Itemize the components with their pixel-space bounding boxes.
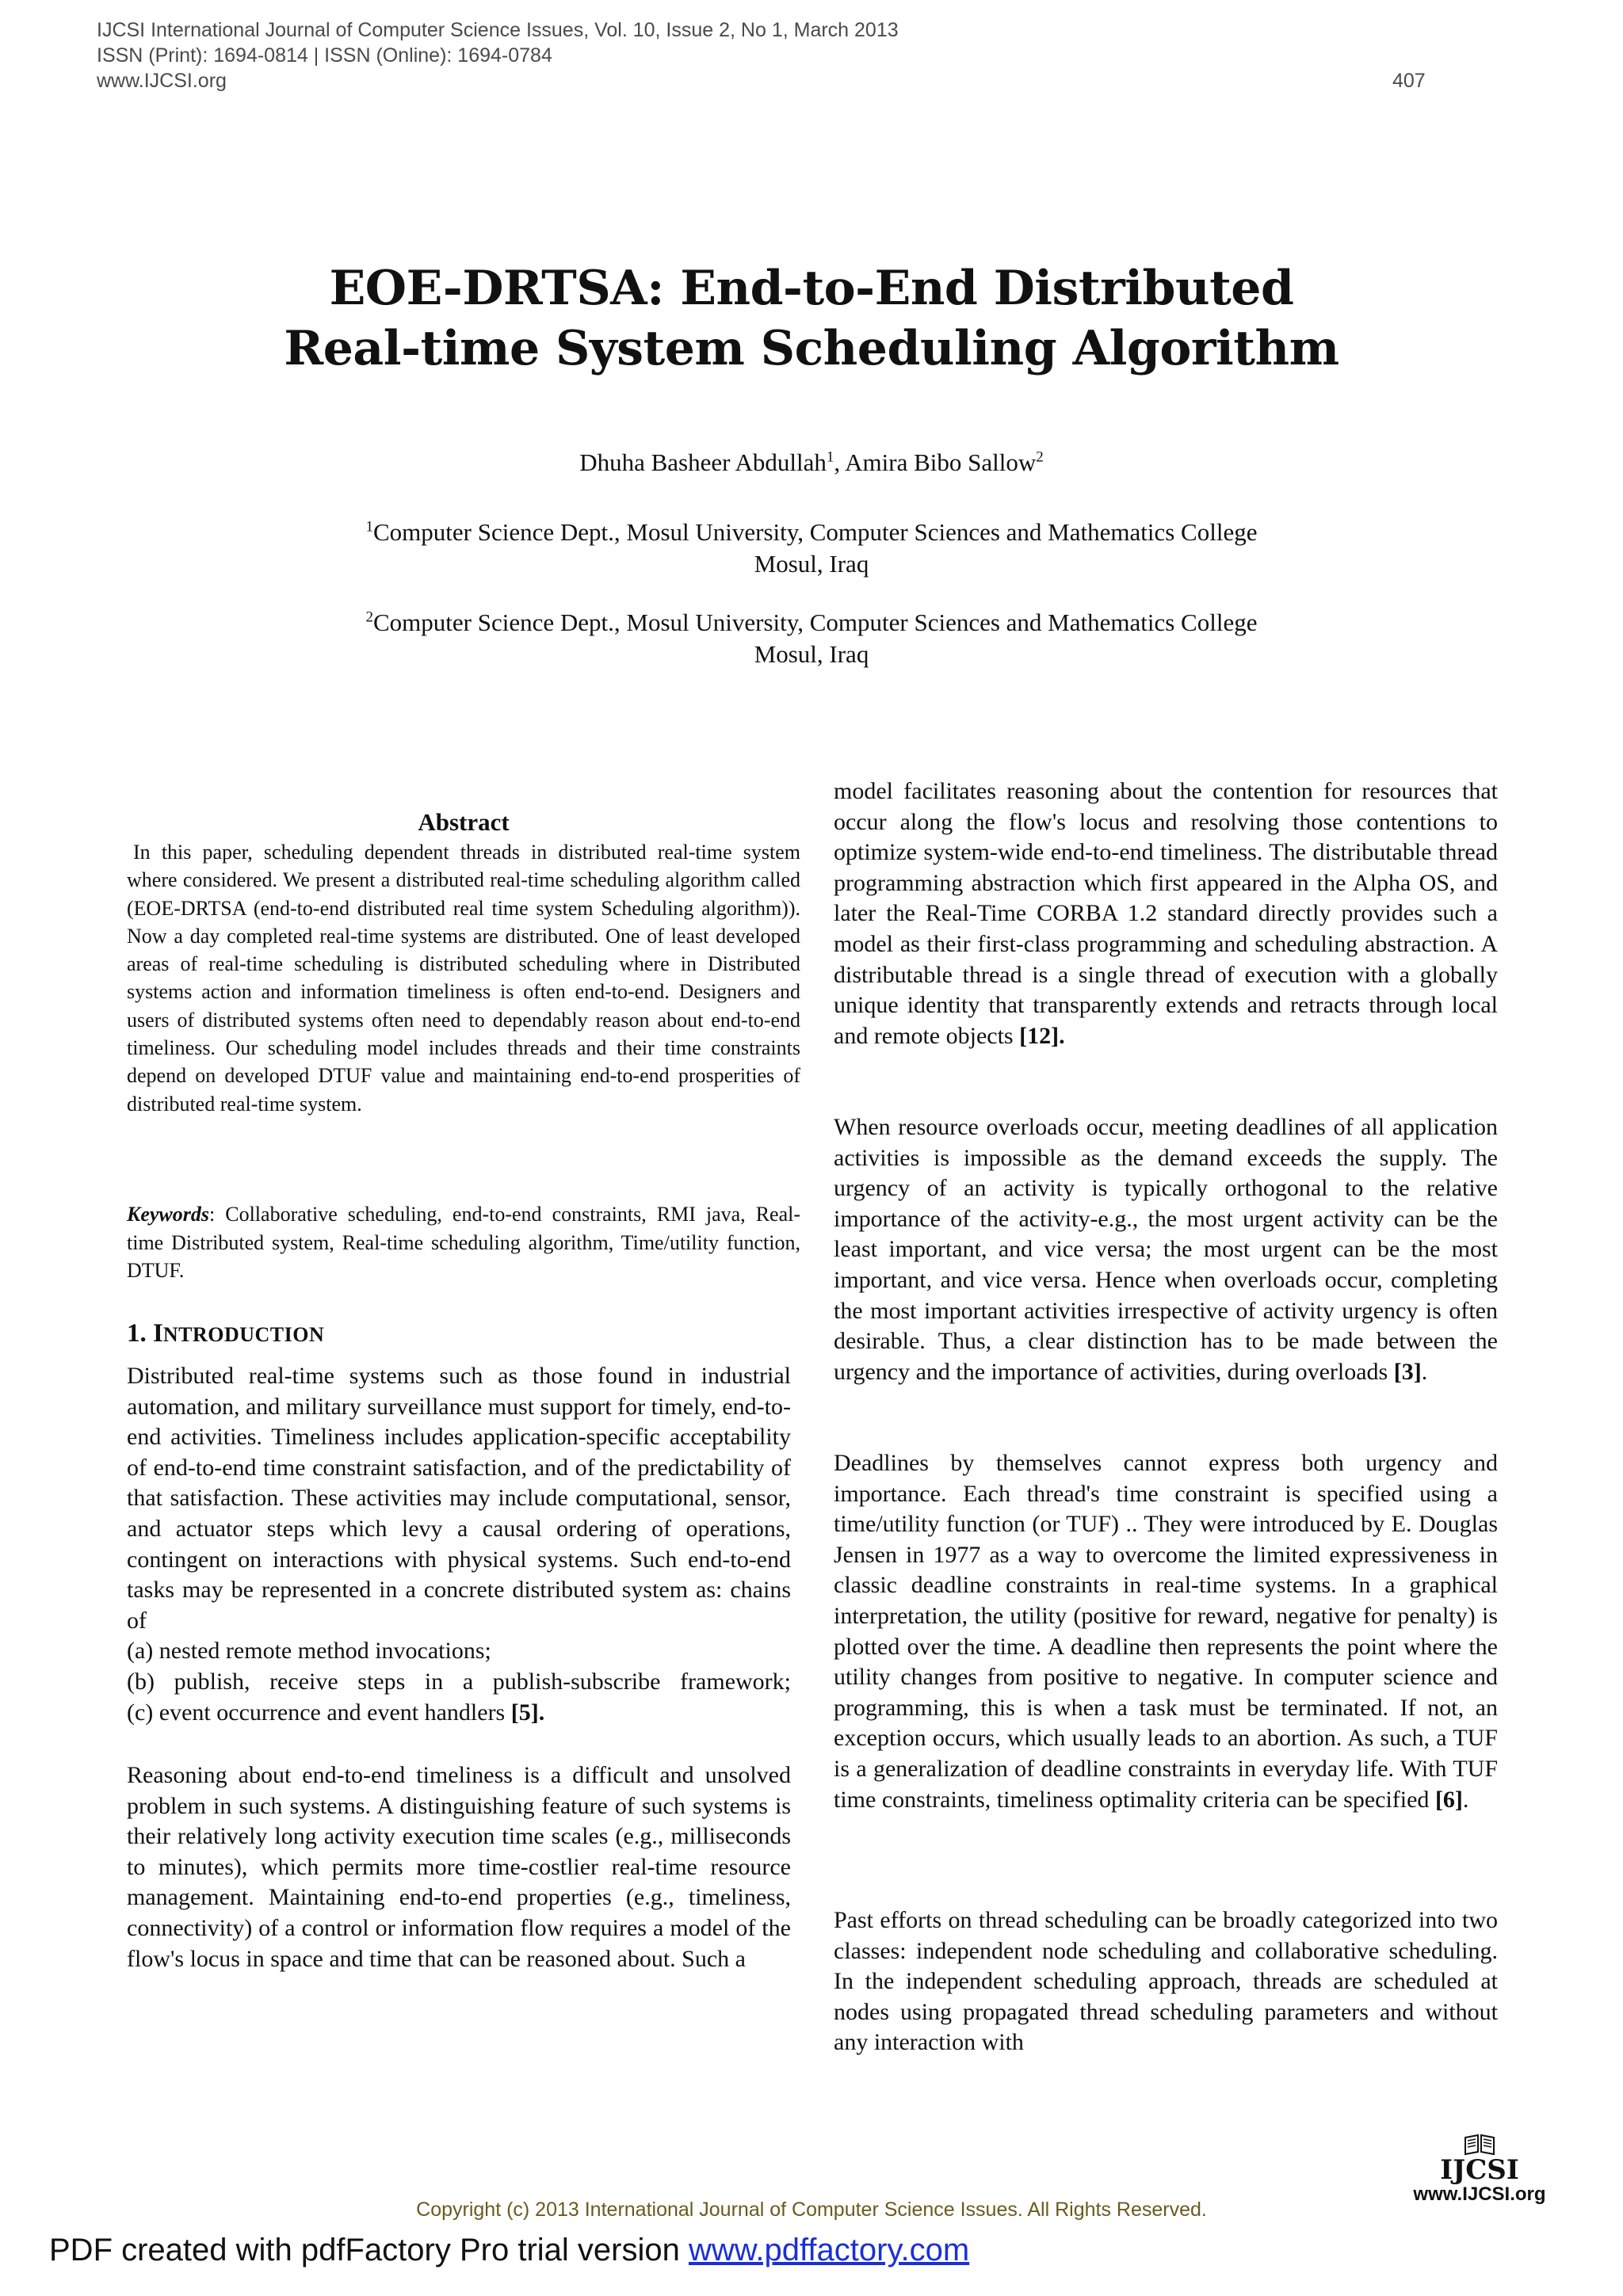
affiliation-1-dept: Computer Science Dept., Mosul University, Computer Sciences and Mathematics College [373, 518, 1258, 546]
right-paragraph-1 [834, 776, 1498, 1051]
intro-paragraph-1 [127, 1361, 791, 1728]
title-line-2: Real-time System Scheduling Algorithm [284, 321, 1339, 376]
paper-title [0, 258, 1623, 379]
pdffactory-link[interactable]: www.pdffactory.com [688, 2233, 970, 2267]
journal-logo [1396, 2133, 1563, 2206]
author-separator: , [834, 448, 846, 476]
title-line-1: EOE-DRTSA: End-to-End Distributed [329, 261, 1294, 316]
author-1-affiliation-mark: 1 [826, 448, 834, 466]
section-number: 1. I [127, 1319, 163, 1348]
logo-website-link[interactable]: www.IJCSI.org [1413, 2183, 1546, 2205]
list-item-b: (b) publish, receive steps in a publish-subscribe framework; [127, 1668, 791, 1695]
pdf-watermark [49, 2233, 969, 2268]
affiliation-1-city: Mosul, Iraq [754, 550, 869, 578]
book-icon [1462, 2133, 1497, 2157]
author-2: Amira Bibo Sallow [845, 448, 1037, 476]
abstract-text: In this paper, scheduling dependent threads in distributed real-time system where considered. We present a distributed real-time scheduling algorithm called (EOE-DRTSA (end-to-end distributed real time system Scheduling algorithm)). Now a day completed real-time systems are distributed. One of least developed areas of real-time scheduling is distributed scheduling where in Distributed systems action and information timeliness is often end-to-end. Designers and users of distributed systems often need to dependably reason about end-to-end timeliness. Our scheduling model includes threads and their time constraints depend on developed DTUF value and maintaining end-to-end prosperities of distributed real-time system. [127, 841, 800, 1116]
list-item-c [127, 1698, 791, 1729]
running-header [97, 17, 1444, 93]
abstract-heading: Abstract [418, 808, 510, 836]
affiliation-1-mark: 1 [365, 518, 373, 536]
author-1: Dhuha Basheer Abdullah [579, 448, 827, 476]
keywords-label: Keywords [127, 1203, 209, 1226]
logo-name: IJCSI [1440, 2154, 1519, 2186]
affiliation-1 [0, 517, 1623, 580]
section-title: NTRODUCTION [162, 1323, 325, 1346]
author-list [0, 448, 1623, 477]
right-paragraph-2-text: When resource overloads occur, meeting deadlines of all application activities is impossible as the demand exceeds the supply. The urgency of an activity is typically orthogonal to the relative importance of the activity-e.g., the most urgent activity can be the least important, and vice versa; the most urgent can be the most important, and vice versa. Hence when overloads occur, completing the most important activities irrespective of activity urgency is often desirable. Thus, a clear distinction has to be made between the urgency and the importance of activities, during overloads [834, 1114, 1498, 1385]
list-item-a: (a) nested remote method invocations; [127, 1638, 491, 1665]
right-paragraph-1-text: model facilitates reasoning about the contention for resources that occur along the flow's locus and resolving those contentions to optimize system-wide end-to-end timeliness. The distributable thread programming abstraction which first appeared in the Alpha OS, and later the Real-Time CORBA 1.2 standard directly provides such a model as their first-class programming and scheduling abstraction. A distributable thread is a single thread of execution with a globally unique identity that transparently extends and retracts through local and remote objects [834, 778, 1498, 1049]
citation-3: [3] [1393, 1358, 1422, 1385]
right-paragraph-3-text: Deadlines by themselves cannot express both urgency and importance. Each thread's time constraint is specified using a time/utility function (or TUF) .. They were introduced by E. Douglas Jensen in 1977 as a way to overcome the limited expressiveness in classic deadline constraints in real-time systems. In a graphical interpretation, the utility (positive for reward, negative for penalty) is plotted over the time. A deadline then represents the point where the utility changes from positive to negative. In computer science and programming, this is when a task must be terminated. If not, an exception occurs, which usually leads to an abortion. As such, a TUF is a generalization of deadline constraints in everyday life. With TUF time constraints, timeliness optimality criteria can be specified [834, 1450, 1498, 1813]
affiliation-2-city: Mosul, Iraq [754, 640, 869, 668]
right-paragraph-3-end: . [1462, 1786, 1469, 1813]
journal-name: IJCSI International Journal of Computer Science Issues, Vol. 10, Issue 2, No 1, March 2013 [97, 19, 899, 41]
affiliation-2-dept: Computer Science Dept., Mosul University, Computer Sciences and Mathematics College [373, 608, 1258, 636]
intro-paragraph-2: Reasoning about end-to-end timeliness is a difficult and unsolved problem in such systems. A distinguishing feature of such systems is their relatively long activity execution time scales (e.g., milliseconds to minutes), which permits more time-costlier real-time resource management. Maintaining end-to-end properties (e.g., timeliness, connectivity) of a control or information flow requires a model of the flow's locus in space and time that can be reasoned about. Such a [127, 1762, 791, 1972]
affiliation-2-mark: 2 [365, 608, 373, 626]
author-2-affiliation-mark: 2 [1036, 448, 1044, 466]
copyright-notice: Copyright (c) 2013 International Journal of Computer Science Issues. All Rights Reserved. [416, 2199, 1207, 2221]
citation-5: [5]. [510, 1699, 545, 1726]
intro-paragraph-1-text: Distributed real-time systems such as those found in industrial automation, and military surveillance must support for timely, end-to-end activities. Timeliness includes application-specific acceptability of end-to-end time constraint satisfaction, and of the predictability of that satisfaction. These activities may include computational, sensor, and actuator steps which levy a causal ordering of operations, contingent on interactions with physical systems. Such end-to-end tasks may be represented in a concrete distributed system as: chains of [127, 1363, 791, 1634]
citation-6: [6] [1434, 1786, 1463, 1813]
pdf-watermark-text: PDF created with pdfFactory Pro trial version [49, 2233, 689, 2267]
keywords-text: : Collaborative scheduling, end-to-end constraints, RMI java, Real-time Distributed system, Real-time scheduling algorithm, Time/utility function, DTUF. [127, 1203, 800, 1282]
issn-line: ISSN (Print): 1694-0814 | ISSN (Online): 1694-0784 [97, 44, 552, 67]
section-heading-introduction [127, 1319, 324, 1348]
right-paragraph-3 [834, 1448, 1498, 1815]
right-paragraph-2-end: . [1421, 1358, 1428, 1385]
citation-12: [12]. [1019, 1022, 1065, 1049]
list-item-c-text: (c) event occurrence and event handlers [127, 1699, 511, 1726]
affiliation-2 [0, 607, 1623, 670]
right-paragraph-2 [834, 1112, 1498, 1387]
page-number: 407 [1392, 70, 1426, 92]
journal-website-link[interactable]: www.IJCSI.org [97, 70, 227, 92]
keywords-block [127, 1200, 800, 1285]
right-paragraph-4: Past efforts on thread scheduling can be broadly categorized into two classes: independent node scheduling and collaborative scheduling. In the independent scheduling approach, threads are scheduled at nodes using propagated thread scheduling parameters and without any interaction with [834, 1907, 1498, 2056]
